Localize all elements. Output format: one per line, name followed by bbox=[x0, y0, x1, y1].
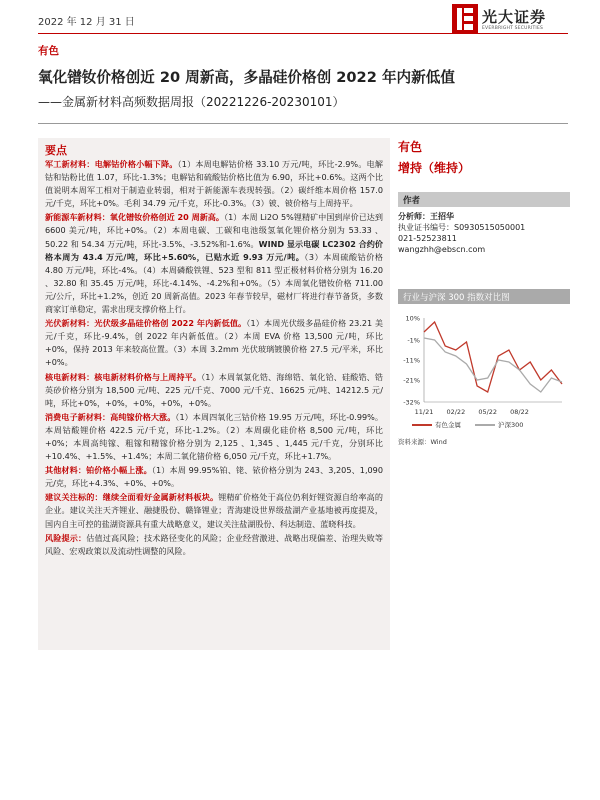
key-point-text: （1）本周电解钴价格 33.10 万元/吨，环比-2.9%。电解钴和钴粉比值 1.07，环比-1.3%；电解钴和硫酸钴价格比值为 6.90，环比+0.6%。这两个比值说明本周军工相对于制造业转弱，相对于新能源车表现转强。（2）碳纤维本周价格 157.0 元/千克，环比+0%。毛利 34.79 元/千克，环比-0.3%。（3）铍、铍价格与上周持平。 bbox=[45, 159, 383, 209]
key-point-paragraph bbox=[45, 411, 383, 463]
key-point-heading: 核电新材料：核电新材料价格与上周持平。 bbox=[45, 371, 202, 382]
key-point-paragraph bbox=[45, 532, 383, 558]
chart-svg bbox=[398, 310, 570, 420]
key-point-text: （1）本周氧氯化锆、海绵锆、氧化铪、硅酸锆、锆英砂价格分别为 18,500 元/吨、225 元/千克、7000 元/千克、16625 元/吨、14212.5 元/吨，环比+0%，+0%，+0%，+0%，+0%。 bbox=[45, 371, 383, 408]
key-point-text: （1）本周 Li2O 5%锂精矿中国到岸价已达到 6600 美元/吨，环比+0%。（2）本周电碳、工碳和电池级氢氧化锂价格分别为 53.33 、50.22 和 54.34 万元/吨，环比-3.5%、-3.52%和-1.6%。 bbox=[45, 212, 383, 249]
x-tick-label: 08/22 bbox=[510, 408, 529, 416]
key-points-body bbox=[38, 158, 390, 558]
chart-legend bbox=[398, 420, 570, 429]
key-points-panel bbox=[38, 138, 390, 650]
x-tick-label: 11/21 bbox=[414, 408, 434, 416]
license-number: 执业证书编号：S0930515050001 bbox=[398, 223, 526, 232]
key-point-heading: 建议关注标的：继续全面看好金属新材料板块。 bbox=[45, 492, 219, 503]
rating: 增持（维持） bbox=[398, 161, 471, 175]
x-tick-label: 05/22 bbox=[478, 408, 498, 416]
key-point-heading: 其他材料：铂价格小幅上涨。 bbox=[45, 465, 152, 476]
key-point-paragraph bbox=[45, 491, 383, 530]
side-sector: 有色 bbox=[398, 140, 423, 154]
series-line-0 bbox=[424, 322, 562, 392]
y-tick-label: 10% bbox=[405, 314, 420, 323]
legend-item-index bbox=[475, 420, 523, 429]
key-point-heading: 风险提示： bbox=[45, 532, 87, 543]
legend-swatch-sector bbox=[412, 424, 432, 426]
sector-label: 有色 bbox=[38, 45, 59, 57]
analyst-name: 分析师：王招华 bbox=[398, 212, 454, 221]
key-point-text: （1）本周光伏级多晶硅价格 23.21 美元/千克，环比-9.4%，创 2022 年内新低值。（2）本周 EVA 价格 13,500 元/吨，环比+0%，保持 2013 年来较高位置。（3）本周 3.2mm 光伏玻璃镀膜价格 27.5 元/平米，环比+0%。 bbox=[45, 318, 383, 368]
x-tick-label: 02/22 bbox=[446, 408, 466, 416]
legend-swatch-index bbox=[475, 424, 495, 426]
report-subtitle: ——金属新材料高频数据周报（20221226-20230101） bbox=[38, 95, 345, 109]
y-tick-label: -21% bbox=[403, 376, 420, 385]
phone: 021-52523811 bbox=[398, 234, 457, 243]
sidebar bbox=[398, 138, 570, 446]
report-date: 2022 年 12 月 31 日 bbox=[38, 17, 135, 28]
chart-heading: 行业与沪深 300 指数对比图 bbox=[398, 289, 570, 304]
key-point-paragraph bbox=[45, 158, 383, 210]
report-title: 氧化镨钕价格创近 20 周新高，多晶硅价格创 2022 年内新低值 bbox=[38, 69, 455, 86]
key-point-text: 估值过高风险；技术路径变化的风险；企业经营激进、战略出现偏差、治理失败等风险、宏观政策以及流动性调整的风险。 bbox=[45, 532, 383, 556]
key-point-paragraph bbox=[45, 371, 383, 410]
key-point-heading: 光伏新材料：光伏级多晶硅价格创 2022 年内新低值。 bbox=[45, 318, 247, 329]
legend-label-index: 沪深300 bbox=[498, 421, 524, 429]
logo-subtext: EVERBRIGHT SECURITIES bbox=[482, 26, 544, 31]
key-point-text: （1）本周四氧化三钴价格 19.95 万元/吨，环比-0.99%。本周钴酸锂价格 422.5 元/千克，环比-1.2%。（2）本周碳化硅价格 8,500 元/吨，环比+0%；本周高纯镓、粗镓和精镓价格分别为 2,125 、1,345 、1,445 元/千克，分别环比+10.4%、+1.5%、+1.4%；本周二氧化锗价格 6,050 元/千克，环比+1.7%。 bbox=[45, 411, 383, 462]
key-point-text: WIND 显示电碳 LC2302 合约价格本周为 43.4 万元/吨，环比+5.60%，已贴水近 9.93 万元/吨。 bbox=[45, 238, 383, 262]
y-tick-label: -32% bbox=[403, 398, 420, 407]
key-point-paragraph bbox=[45, 464, 383, 490]
logo-text: 光大证券 bbox=[482, 8, 547, 26]
email: wangzhh@ebscn.com bbox=[398, 245, 486, 254]
key-points-heading: 要点 bbox=[45, 144, 67, 157]
y-tick-label: -1% bbox=[407, 336, 420, 345]
key-point-text: （3）本周硫酸钴价格 4.80 万元/吨，环比-4%。（4）本周磷酸铁锂、523 型和 811 型正极材料价格分别为 16.20 、32.80 和 35.45 万元/吨，环比-4.14%、-4.2%和+0%。（5）本周氧化镨钕价格 711.00 元/公斤，环比+1.2%，创近 20 周新高值。2023 年春节较早，磁材厂将进行春节备货，多数商家订单稳定，需求出现支撑价格上行。 bbox=[45, 251, 383, 315]
logo-mark-icon bbox=[452, 4, 478, 34]
key-point-heading: 消费电子新材料：高纯镓价格大涨。 bbox=[45, 411, 176, 422]
key-point-heading: 新能源车新材料：氧化镨钕价格创近 20 周新高。 bbox=[45, 212, 225, 223]
comparison-chart bbox=[398, 310, 570, 420]
key-point-paragraph bbox=[45, 317, 383, 369]
key-point-text: （1）本周 99.95%铂、铑、铱价格分别为 243、3,205、1,090 元/克，环比+4.3%、+0%、+0%。 bbox=[45, 465, 383, 489]
key-point-text: 锂精矿价格处于高位仍利好锂资源自给率高的企业。建议关注天齐锂业、融捷股份、赣锋锂业；青海建设世界级盐湖产业基地被再度提及，国内自主可控的盐湖资源具有重大战略意义，建议关注盐湖股份、科达制造、蓝晓科技。 bbox=[45, 492, 383, 529]
author-heading: 作者 bbox=[398, 192, 570, 207]
legend-label-sector: 有色金属 bbox=[435, 421, 461, 429]
legend-item-sector bbox=[412, 420, 461, 429]
title-divider bbox=[38, 123, 568, 124]
chart-source: 资料来源：Wind bbox=[398, 438, 447, 446]
analyst-info bbox=[398, 211, 570, 255]
header-divider bbox=[38, 33, 568, 34]
key-point-heading: 军工新材料：电解钴价格小幅下降。 bbox=[45, 159, 178, 169]
key-point-paragraph bbox=[45, 211, 383, 316]
y-tick-label: -11% bbox=[403, 356, 420, 365]
